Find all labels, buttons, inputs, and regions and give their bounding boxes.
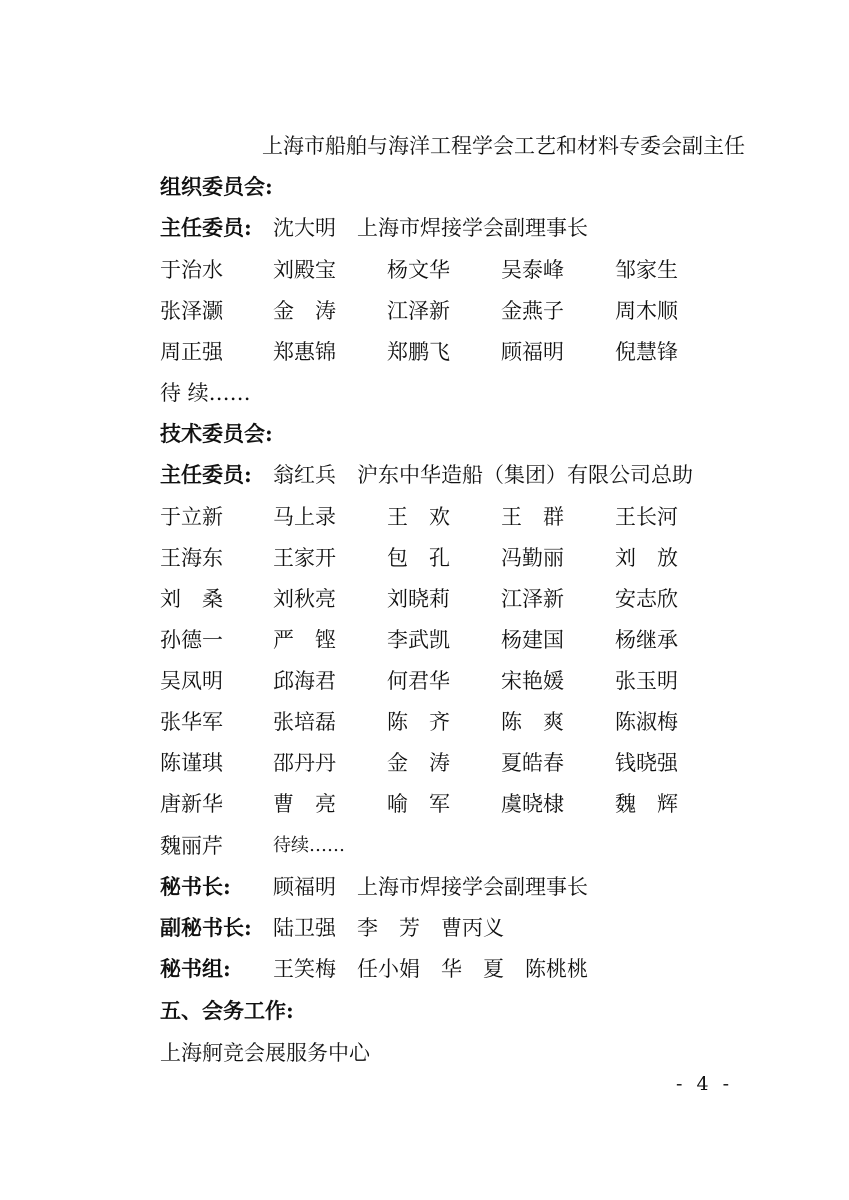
- member-name: 吴泰峰: [501, 258, 564, 282]
- member-name: 周木顺: [615, 299, 678, 323]
- member-name: 王海东: [160, 546, 223, 570]
- org-tbc: 待 续……: [160, 381, 251, 405]
- tech-chair-label: 主任委员:: [160, 462, 252, 487]
- member-name: 王 群: [501, 505, 564, 529]
- member-name: 夏皓春: [501, 751, 564, 775]
- member-name: 何君华: [387, 669, 450, 693]
- top-line: 上海市船舶与海洋工程学会工艺和材料专委会副主任: [262, 134, 745, 158]
- secretariat-value: 王笑梅 任小娟 华 夏 陈桃桃: [273, 957, 588, 981]
- tech-row-5: [160, 663, 760, 699]
- member-name: 刘殿宝: [273, 258, 336, 282]
- org-row-3: [160, 334, 760, 370]
- org-row-2: [160, 293, 760, 329]
- member-name: 刘 放: [615, 546, 678, 570]
- member-name: 虞晓棣: [501, 792, 564, 816]
- member-name: 魏丽芹: [160, 834, 223, 858]
- member-name: 邵丹丹: [273, 751, 336, 775]
- tech-row-2: [160, 540, 760, 576]
- deputy-secretary-general-line: [160, 910, 760, 946]
- secretary-general-label: 秘书长:: [160, 874, 231, 899]
- member-name: 王家开: [273, 546, 336, 570]
- member-name: 郑惠锦: [273, 340, 336, 364]
- member-name: 陈 爽: [501, 710, 564, 734]
- member-name: 金燕子: [501, 299, 564, 323]
- member-name: 杨建国: [501, 628, 564, 652]
- member-name: 郑鹏飞: [387, 340, 450, 364]
- page-number: - 4 -: [676, 1073, 734, 1095]
- tech-row-8: [160, 786, 760, 822]
- member-name: 陈谨琪: [160, 751, 223, 775]
- member-name: 顾福明: [501, 340, 564, 364]
- secretary-general-line: [160, 869, 760, 905]
- org-chair-line: [160, 210, 760, 246]
- member-name: 喻 军: [387, 792, 450, 816]
- tech-committee-heading: 技术委员会:: [160, 421, 273, 446]
- member-name: 严 铿: [273, 628, 336, 652]
- member-name: 江泽新: [387, 299, 450, 323]
- secretary-general-value: 顾福明 上海市焊接学会副理事长: [273, 875, 588, 899]
- member-name: 于治水: [160, 258, 223, 282]
- tech-row-4: [160, 622, 760, 658]
- member-name: 张华军: [160, 710, 223, 734]
- secretariat-label: 秘书组:: [160, 956, 231, 981]
- member-name: 邱海君: [273, 669, 336, 693]
- member-name: 李武凯: [387, 628, 450, 652]
- member-name: 陈 齐: [387, 710, 450, 734]
- tech-tbc: 待续……: [273, 835, 345, 856]
- secretariat-line: [160, 951, 760, 987]
- member-name: 倪慧锋: [615, 340, 678, 364]
- member-name: 孙德一: [160, 628, 223, 652]
- tech-row-3: [160, 581, 760, 617]
- member-name: 杨文华: [387, 258, 450, 282]
- member-name: 金 涛: [273, 299, 336, 323]
- member-name: 邹家生: [615, 258, 678, 282]
- member-name: 唐新华: [160, 792, 223, 816]
- member-name: 刘晓莉: [387, 587, 450, 611]
- section5-heading: 五、会务工作:: [160, 998, 294, 1023]
- member-name: 江泽新: [501, 587, 564, 611]
- member-name: 冯勤丽: [501, 546, 564, 570]
- member-name: 宋艳媛: [501, 669, 564, 693]
- org-committee-heading: 组织委员会:: [160, 174, 273, 199]
- member-name: 刘 桑: [160, 587, 223, 611]
- member-name: 王长河: [615, 505, 678, 529]
- member-name: 钱晓强: [615, 751, 678, 775]
- member-name: 刘秋亮: [273, 587, 336, 611]
- tech-row-1: [160, 499, 760, 535]
- section5-text: 上海舸竞会展服务中心: [160, 1041, 370, 1065]
- member-name: 于立新: [160, 505, 223, 529]
- member-name: 魏 辉: [615, 792, 678, 816]
- member-name: 张泽灏: [160, 299, 223, 323]
- member-name: 张培磊: [273, 710, 336, 734]
- deputy-secretary-general-label: 副秘书长:: [160, 915, 252, 940]
- tech-row-7: [160, 745, 760, 781]
- member-name: 包 孔: [387, 546, 450, 570]
- org-chair-value: 沈大明 上海市焊接学会副理事长: [273, 216, 588, 240]
- tech-row-9: [160, 828, 760, 864]
- member-name: 杨继承: [615, 628, 678, 652]
- member-name: 曹 亮: [273, 792, 336, 816]
- member-name: 周正强: [160, 340, 223, 364]
- org-row-1: [160, 252, 760, 288]
- member-name: 金 涛: [387, 751, 450, 775]
- member-name: 陈淑梅: [615, 710, 678, 734]
- tech-chair-value: 翁红兵 沪东中华造船（集团）有限公司总助: [273, 463, 693, 487]
- org-chair-label: 主任委员:: [160, 215, 252, 240]
- tech-chair-line: [160, 457, 780, 493]
- deputy-secretary-general-value: 陆卫强 李 芳 曹丙义: [273, 916, 504, 940]
- member-name: 张玉明: [615, 669, 678, 693]
- member-name: 吴凤明: [160, 669, 223, 693]
- member-name: 安志欣: [615, 587, 678, 611]
- member-name: 王 欢: [387, 505, 450, 529]
- member-name: 马上录: [273, 505, 336, 529]
- tech-row-6: [160, 704, 760, 740]
